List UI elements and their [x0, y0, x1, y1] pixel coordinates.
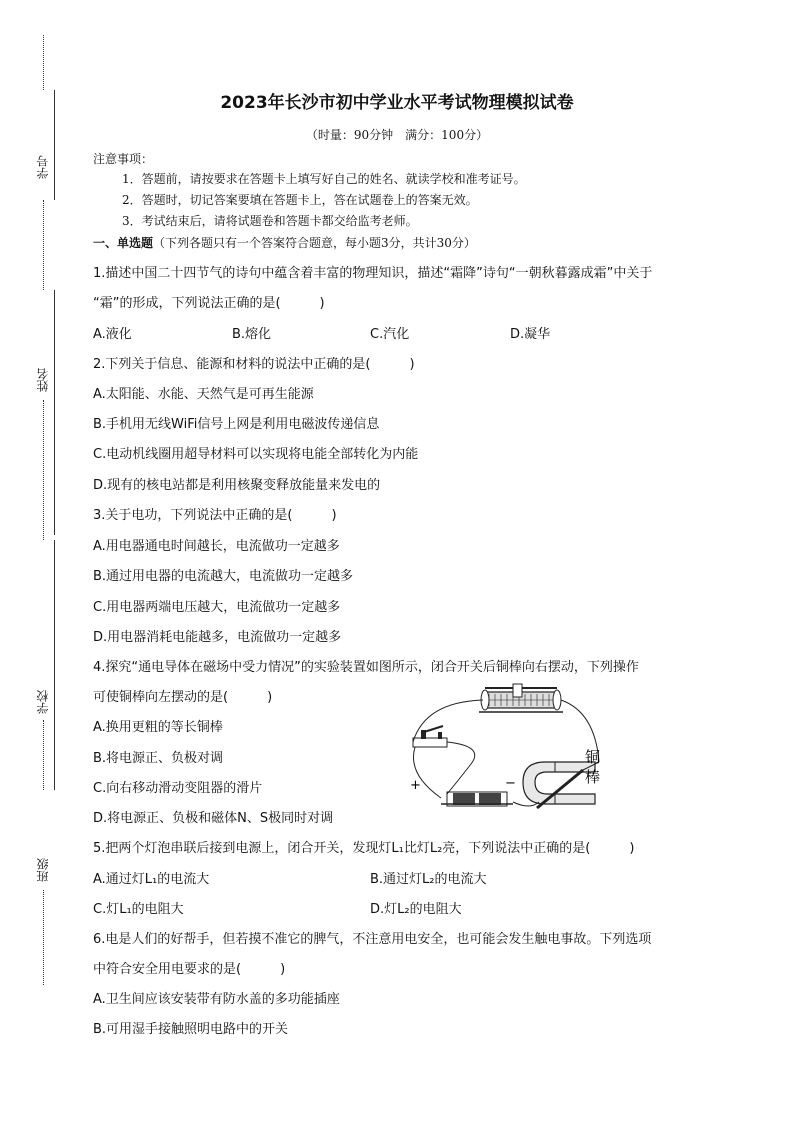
binding-margin	[0, 0, 80, 1123]
question-stem: 2.下列关于信息、能源和材料的说法中正确的是( )	[93, 357, 415, 372]
section-name: 一、单选题	[93, 236, 154, 250]
question-stem: 可使铜棒向左摆动的是( )	[93, 690, 273, 705]
question-stem: 6.电是人们的好帮手，但若摸不准它的脾气，不注意用电安全，也可能会发生触电事故。下列选项	[93, 932, 652, 947]
margin-rule	[54, 540, 55, 790]
dotted-line	[43, 200, 44, 290]
question-stem: 中符合安全用电要求的是( )	[93, 962, 286, 977]
experiment-diagram	[405, 682, 620, 827]
minus-sign: −	[505, 776, 516, 791]
rod-label-char-1: 铜	[585, 748, 601, 766]
option: A.卫生间应该安装带有防水盖的多功能插座	[93, 992, 340, 1007]
option: B.手机用无线WiFi信号上网是利用电磁波传递信息	[93, 417, 380, 432]
question-stem: 1.描述中国二十四节气的诗句中蕴含着丰富的物理知识，描述“霜降”诗句“一朝秋暮露成霜”中关于	[93, 266, 653, 281]
option: B.通过灯L₂的电流大	[370, 872, 487, 887]
plus-sign: +	[410, 778, 421, 793]
option: A.换用更粗的等长铜棒	[93, 720, 223, 735]
option: A.液化	[93, 327, 132, 342]
dotted-line	[43, 720, 44, 790]
question-stem: 5.把两个灯泡串联后接到电源上，闭合开关，发现灯L₁比灯L₂亮，下列说法中正确的是( )	[93, 841, 635, 856]
battery	[441, 792, 513, 806]
notice-item: 3．考试结束后，请将试题卷和答题卡都交给监考老师。	[122, 214, 418, 228]
section-heading	[93, 234, 476, 251]
dotted-line	[43, 890, 44, 985]
notice-item: 2．答题时，切记答案要填在答题卡上，答在试题卷上的答案无效。	[122, 193, 478, 207]
option: B.熔化	[232, 327, 272, 342]
notice-heading: 注意事项：	[93, 152, 154, 166]
margin-label-class: 班级	[36, 858, 50, 882]
option: B.将电源正、负极对调	[93, 751, 224, 766]
option: D.将电源正、负极和磁体N、S极同时对调	[93, 811, 334, 826]
question-stem: 4.探究“通电导体在磁场中受力情况”的实验装置如图所示，闭合开关后铜棒向右摆动，下列操作	[93, 660, 639, 675]
option: C.向右移动滑动变阻器的滑片	[93, 781, 263, 796]
question-stem: “霜”的形成，下列说法正确的是( )	[93, 296, 325, 311]
exam-subtitle: （时量：90分钟 满分：100分）	[305, 128, 489, 142]
option: B.可用湿手接触照明电路中的开关	[93, 1022, 289, 1037]
rod-label-char-2: 棒	[585, 768, 601, 786]
option: B.通过用电器的电流越大，电流做功一定越多	[93, 569, 354, 584]
wire	[447, 742, 475, 794]
option: D.灯L₂的电阻大	[370, 902, 462, 917]
question-stem: 3.关于电功，下列说法中正确的是( )	[93, 508, 337, 523]
option: A.通过灯L₁的电流大	[93, 872, 210, 887]
rheostat	[479, 684, 563, 712]
option: D.凝华	[510, 327, 551, 342]
option: A.太阳能、水能、天然气是可再生能源	[93, 387, 314, 402]
margin-label-name: 姓名	[36, 368, 50, 392]
option: C.灯L₁的电阻大	[93, 902, 184, 917]
notice-item: 1．答题前，请按要求在答题卡上填写好自己的姓名、就读学校和准考证号。	[122, 172, 526, 186]
option: C.电动机线圈用超导材料可以实现将电能全部转化为内能	[93, 447, 419, 462]
option: D.用电器消耗电能越多，电流做功一定越多	[93, 630, 342, 645]
experiment-figure	[405, 682, 620, 827]
margin-label-school: 学校	[36, 690, 50, 714]
dotted-line	[43, 400, 44, 540]
option: A.用电器通电时间越长，电流做功一定越多	[93, 539, 340, 554]
margin-rule	[54, 290, 55, 535]
option: D.现有的核电站都是利用核聚变释放能量来发电的	[93, 478, 381, 493]
option: C.用电器两端电压越大，电流做功一定越多	[93, 600, 341, 615]
dotted-line	[43, 35, 44, 90]
margin-label-student-id: 学号	[36, 155, 50, 179]
exam-title: 2023年长沙市初中学业水平考试物理模拟试卷	[220, 93, 574, 113]
option: C.汽化	[370, 327, 410, 342]
section-desc: （下列各题只有一个答案符合题意，每小题3分，共计30分）	[153, 236, 476, 250]
